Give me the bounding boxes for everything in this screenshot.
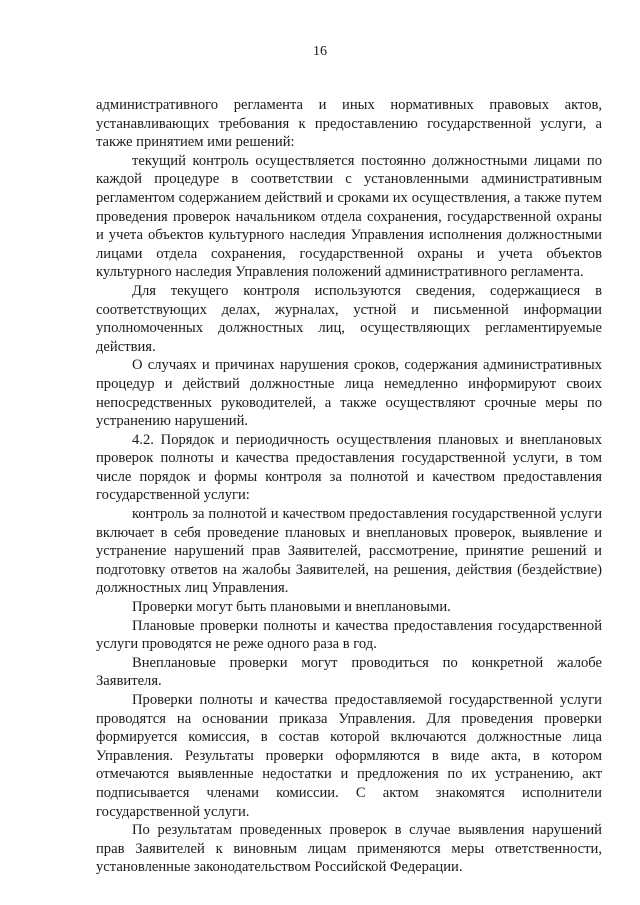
paragraph: О случаях и причинах нарушения сроков, содержания административных процедур и действий должностные лица немедленно информируют своих непосредственных руководителей, а также осуществляют срочные меры по устранению нарушений.	[96, 357, 602, 430]
paragraph: Внеплановые проверки могут проводиться по конкретной жалобе Заявителя.	[96, 654, 602, 690]
paragraph: По результатам проведенных проверок в случае выявления нарушений прав Заявителей к виновным лицам применяются меры ответственности, установленные законодательством Российской Федерации.	[96, 822, 602, 876]
paragraph: Плановые проверки полноты и качества предоставления государственной услуги проводятся не реже одного раза в год.	[96, 617, 602, 653]
paragraph: текущий контроль осуществляется постоянно должностными лицами по каждой процедуре в соответствии с установленными административным регламентом содержанием действий и сроками их осуществления, а также путем проведения проверок начальником отдела сохранения, государственной охраны и учета объектов культурного наследия Управления исполнения должностными лицами отдела сохранения, государственной охраны и учета объектов культурного наследия Управления положений административного регламента.	[96, 152, 602, 281]
page-number: 16	[313, 44, 327, 59]
paragraph: административного регламента и иных нормативных правовых актов, устанавливающих требования к предоставлению государственной услуги, а также принятием ими решений:	[96, 97, 602, 151]
paragraph: Для текущего контроля используются сведения, содержащиеся в соответствующих делах, журналах, устной и письменной информации уполномоченных должностных лиц, осуществляющих регламентируемые действия.	[96, 282, 602, 355]
paragraph: Проверки могут быть плановыми и внеплановыми.	[132, 599, 451, 616]
paragraph: 4.2. Порядок и периодичность осуществления плановых и внеплановых проверок полноты и качества предоставления государственной услуги, в том числе порядок и формы контроля за полнотой и качеством предоставления государственной услуги:	[96, 431, 602, 504]
document-body	[96, 96, 602, 877]
paragraph: контроль за полнотой и качеством предоставления государственной услуги включает в себя проведение плановых и внеплановых проверок, выявление и устранение нарушений прав Заявителей, рассмотрение, принятие решений и подготовку ответов на жалобы Заявителей, на решения, действия (бездействие) должностных лиц Управления.	[96, 506, 602, 597]
paragraph: Проверки полноты и качества предоставляемой государственной услуги проводятся на основании приказа Управления. Для проведения проверки формируется комиссия, в состав которой включаются должностные лица Управления. Результаты проверки оформляются в виде акта, в котором отмечаются выявленные недостатки и предложения по их устранению, акт подписывается членами комиссии. С актом знакомятся исполнители государственной услуги.	[96, 692, 602, 820]
